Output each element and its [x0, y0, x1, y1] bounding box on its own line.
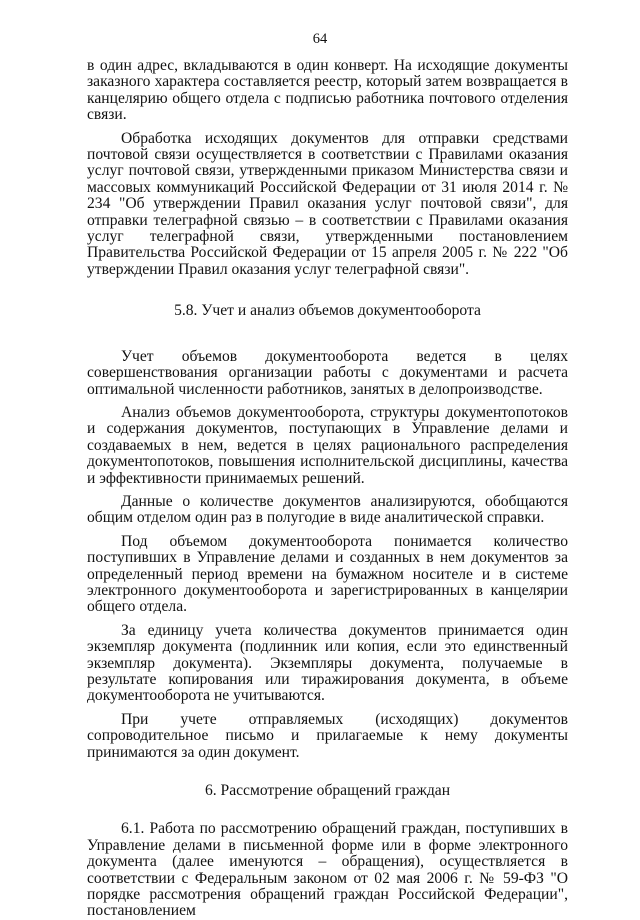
- section-heading-5-8: 5.8. Учет и анализ объемов документооборота: [174, 302, 481, 320]
- document-body: [87, 58, 568, 920]
- paragraph: За единицу учета количества документов принимается один экземпляр документа (подлинник или копия, если это единственный экземпляр документа). Экземпляры документа, получаемые в результате копирования или тиражирования документа, в объеме документооборота не учитываются.: [87, 621, 568, 705]
- paragraph: Учет объемов документооборота ведется в целях совершенствования организации работы с документами и расчета оптимальной численности работников, занятых в делопроизводстве.: [87, 347, 568, 398]
- paragraph: Анализ объемов документооборота, структуры документопотоков и содержания документов, поступающих в Управление делами и создаваемых в нем, ведется в целях рационального распределения документопотоков, повышения исполнительской дисциплины, качества и эффективности принимаемых решений.: [87, 403, 568, 487]
- paragraph-continued: в один адрес, вкладываются в один конверт. На исходящие документы заказного характера составляется реестр, который затем возвращается в канцелярию общего отдела с подписью работника почтового отделения связи.: [87, 57, 568, 124]
- page-number: 64: [312, 31, 328, 47]
- paragraph: Под объемом документооборота понимается количество поступивших в Управление делами и созданных в нем документов за определенный период времени на бумажном носителе и в системе электронного документооборота и зарегистрированных в канцелярии общего отдела.: [87, 532, 568, 616]
- paragraph: Данные о количестве документов анализируются, обобщаются общим отделом один раз в полугодие в виде аналитической справки.: [87, 492, 568, 527]
- paragraph-outgoing-processing: Обработка исходящих документов для отправки средствами почтовой связи осуществляется в соответствии с Правилами оказания услуг почтовой связи, утвержденными приказом Министерства связи и массовых коммуникаций Российской Федерации от 31 июля 2014 г. № 234 "Об утверждении Правил оказания услуг почтовой связи", для отправки телеграфной связью – в соответствии с Правилами оказания услуг телеграфной связи, утвержденными постановлением Правительства Российской Федерации от 15 апреля 2005 г. № 222 "Об утверждении Правил оказания услуг телеграфной связи".: [87, 129, 568, 278]
- section-heading-6: 6. Рассмотрение обращений граждан: [204, 782, 451, 800]
- paragraph: При учете отправляемых (исходящих) документов сопроводительное письмо и прилагаемые к нему документы принимаются за один документ.: [87, 710, 568, 761]
- paragraph: 6.1. Работа по рассмотрению обращений граждан, поступивших в Управление делами в письменной форме или в форме электронного документа (далее именуются – обращения), осуществляется в соответствии с Федеральным законом от 02 мая 2006 г. № 59-ФЗ "О порядке рассмотрения обращений граждан Российской Федерации", постановлением: [87, 820, 568, 920]
